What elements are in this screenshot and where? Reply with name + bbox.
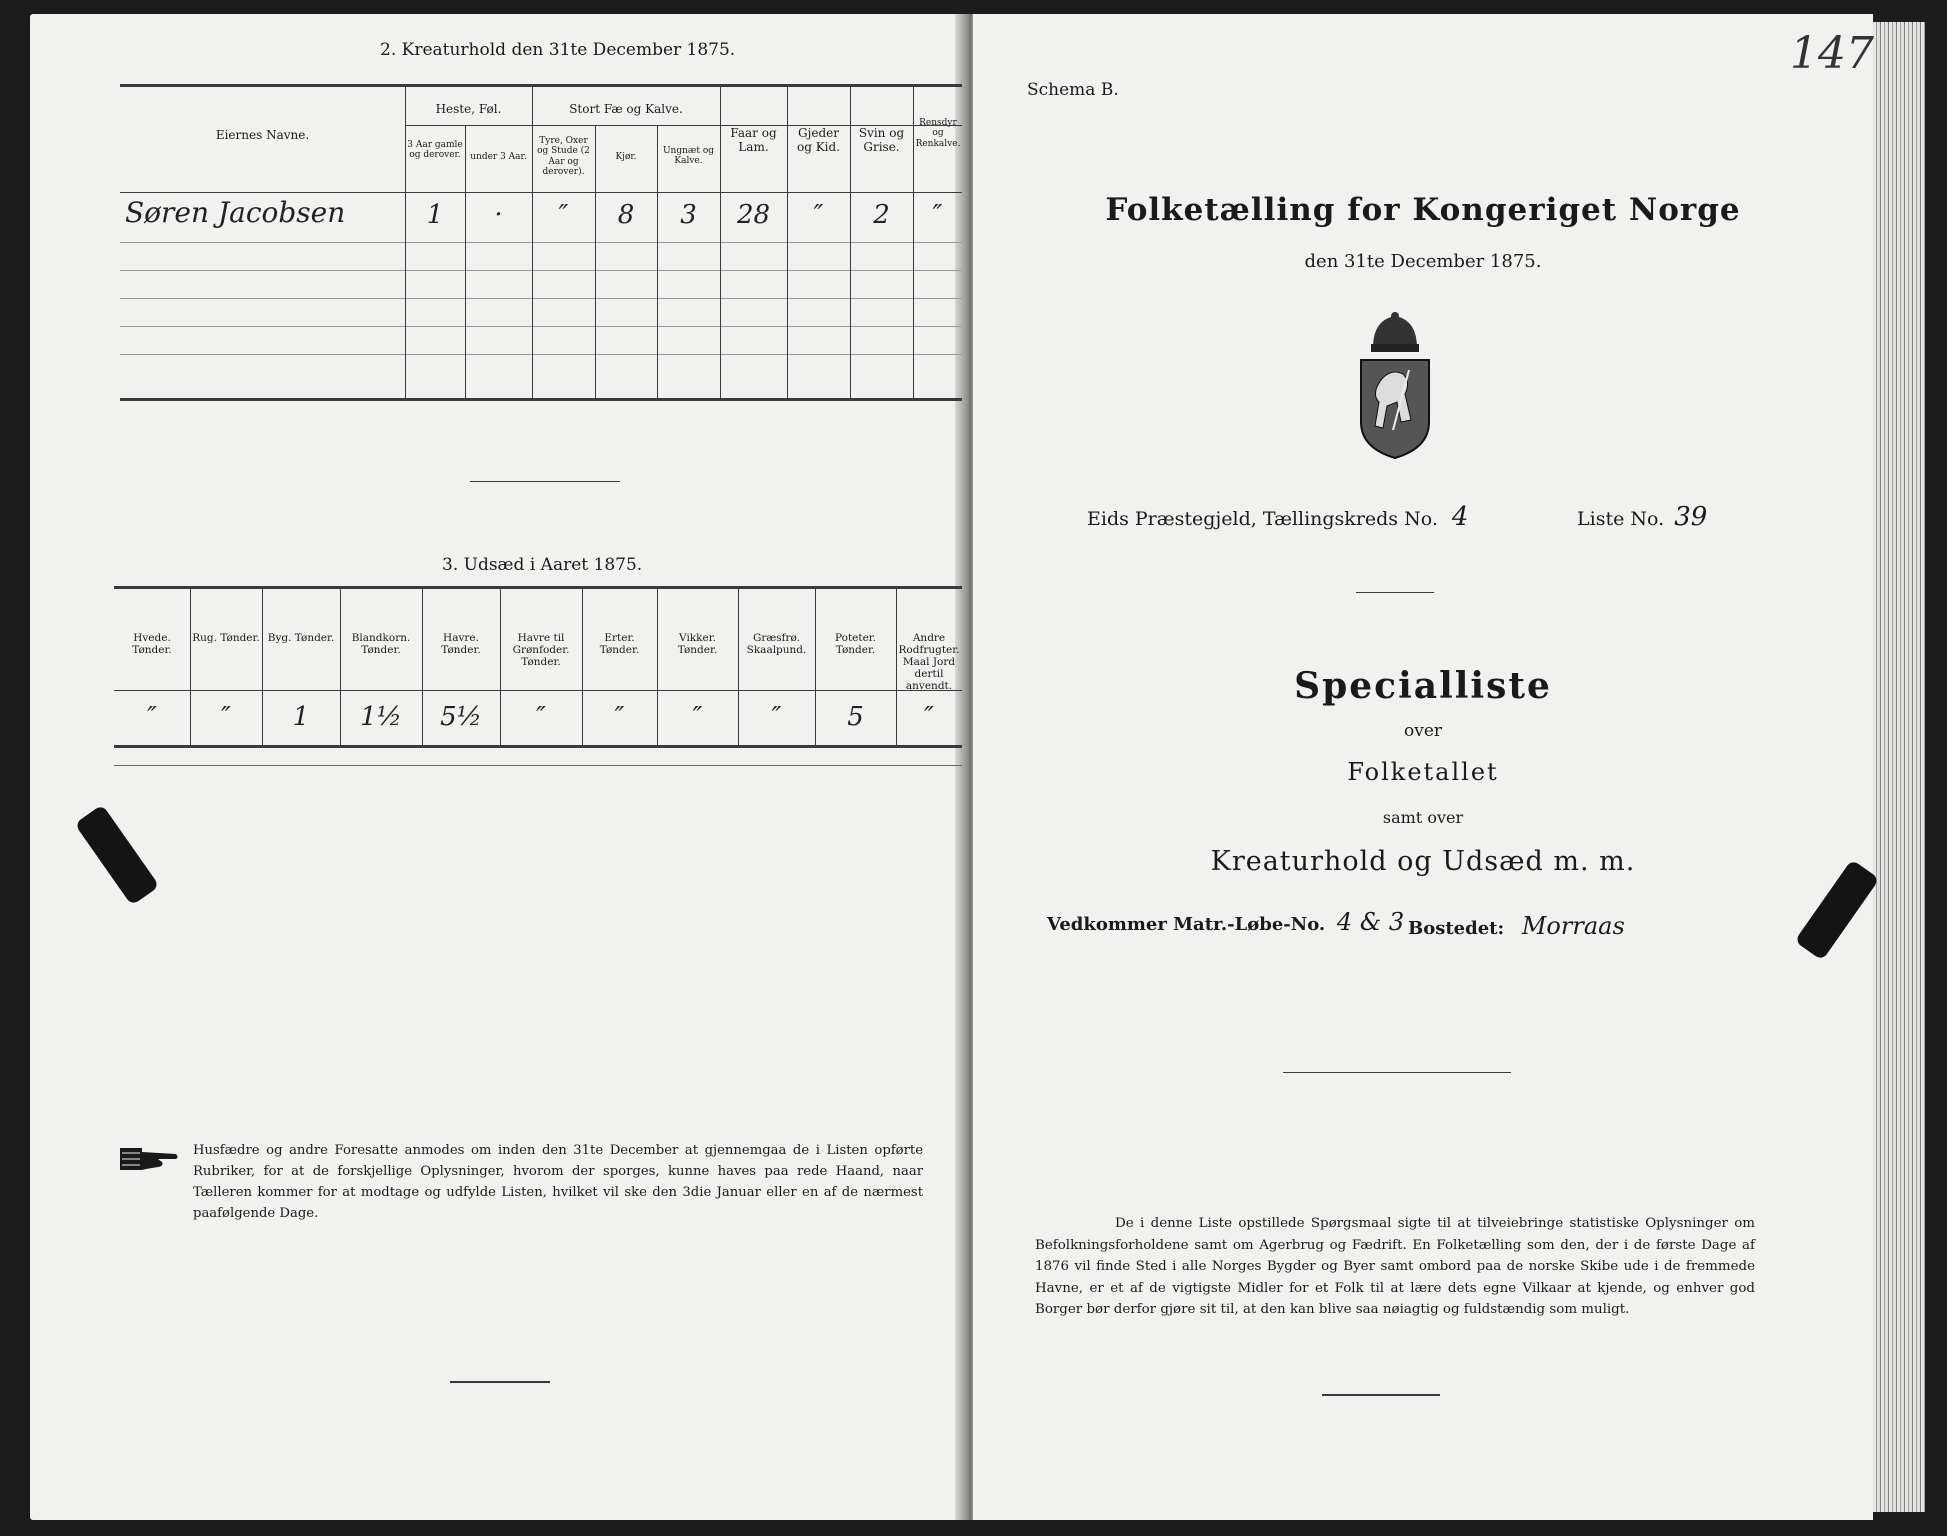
table3-header-cell: Græsfrø. Skaalpund.	[746, 632, 807, 657]
table3-header-cell: Havre. Tønder.	[441, 632, 481, 657]
col-reindeer: Rensdyr og Renkalve.	[915, 118, 961, 149]
page-number: 147	[1790, 28, 1874, 79]
matr-line	[1047, 908, 1404, 936]
cell-horse-b: ·	[494, 200, 503, 230]
district-prefix: Eids Præstegjeld, Tællingskreds No.	[1087, 508, 1438, 530]
main-title: Folketælling for Kongeriget Norge	[1105, 192, 1741, 228]
separator-line	[470, 481, 620, 482]
special-title: Specialliste	[1294, 665, 1552, 707]
col-horse-b: under 3 Aar.	[470, 152, 527, 162]
col-pig: Svin og Grise.	[858, 126, 905, 155]
pointing-hand-icon	[118, 1144, 180, 1174]
table2-col-rule	[465, 126, 466, 398]
table2-row-rule	[120, 354, 962, 355]
cell-reindeer: ″	[932, 200, 943, 230]
table2-col-rule	[850, 86, 851, 398]
table3-value-cell: 5½	[440, 702, 482, 732]
table3-value-cell: ″	[924, 702, 934, 732]
over-label: over	[1403, 721, 1443, 741]
table3-value-cell: ″	[536, 702, 546, 732]
table3-value-cell: 1½	[360, 702, 402, 732]
table3-header-cell: Poteter. Tønder.	[834, 632, 877, 657]
table3-top-rule	[114, 586, 962, 589]
table2-top-rule	[120, 84, 962, 87]
table3-value-cell: ″	[614, 702, 625, 732]
district-line	[1087, 502, 1468, 532]
col-owner: Eiernes Navne.	[215, 128, 310, 142]
matr-value: 4 & 3	[1336, 908, 1405, 936]
table3-header-cell: Hvede. Tønder.	[132, 632, 172, 657]
table3-header-cell: Havre til Grønfoder. Tønder.	[512, 632, 570, 669]
group-cattle: Stort Fæ og Kalve.	[569, 102, 683, 116]
col-sheep: Faar og Lam.	[730, 126, 777, 155]
bosted-label: Bostedet:	[1408, 918, 1505, 939]
liste-label: Liste No.	[1577, 508, 1665, 530]
table3-header-cell: Vikker. Tønder.	[677, 632, 718, 657]
table3-header-cell: Rug. Tønder.	[192, 632, 260, 644]
table2-row-rule	[120, 242, 962, 243]
col-horse-a: 3 Aar gamle og derover.	[407, 140, 463, 161]
table3-header-rule	[114, 690, 962, 691]
table3-value-cell: 1	[292, 702, 310, 732]
col-cattle-b: Kjør.	[615, 152, 637, 162]
footer-dash	[1322, 1394, 1440, 1396]
table2-row-rule	[120, 326, 962, 327]
kreaturhold-label: Kreaturhold og Udsæd m. m.	[1210, 846, 1636, 877]
cell-sheep: 28	[736, 200, 771, 230]
separator-line	[1356, 592, 1434, 593]
group-horse: Heste, Føl.	[435, 102, 502, 116]
col-goat: Gjeder og Kid.	[796, 126, 841, 155]
table2-header-rule	[120, 192, 962, 193]
page-edges	[1873, 22, 1925, 1512]
table2-col-rule	[787, 86, 788, 398]
matr-label: Vedkommer Matr.-Løbe-No.	[1047, 914, 1326, 935]
cell-horse-a: 1	[426, 200, 444, 230]
norway-coat-of-arms-icon	[1353, 310, 1437, 460]
bosted-line	[1408, 912, 1625, 940]
table2-row-rule	[120, 270, 962, 271]
liste-no: 39	[1674, 502, 1708, 532]
table3-header-cell: Erter. Tønder.	[599, 632, 640, 657]
section3-title: 3. Udsæd i Aaret 1875.	[442, 555, 643, 575]
cell-pig: 2	[873, 200, 890, 230]
main-date: den 31te December 1875.	[1304, 251, 1542, 272]
separator-line	[1283, 1072, 1511, 1073]
table2-col-rule	[595, 126, 596, 398]
table3-header-cell: Blandkorn. Tønder.	[351, 632, 411, 657]
table3-value-cell: ″	[692, 702, 703, 732]
col-cattle-a: Tyre, Oxer og Stude (2 Aar og derover).	[537, 136, 590, 178]
cell-cattle-a: ″	[558, 200, 569, 230]
cell-cattle-b: 8	[617, 200, 635, 230]
samt-over-label: samt over	[1382, 808, 1464, 827]
owner-name: Søren Jacobsen	[125, 196, 346, 229]
schema-label: Schema B.	[1027, 80, 1119, 100]
table3-header-cell: Byg. Tønder.	[267, 632, 335, 644]
table3-value-cell: ″	[147, 702, 157, 732]
col-cattle-c: Ungnæt og Kalve.	[662, 146, 715, 167]
bosted-value: Morraas	[1521, 912, 1625, 940]
table3-value-cell: 5	[847, 702, 864, 732]
folketallet-label: Folketallet	[1347, 758, 1499, 786]
table2-col-rule	[657, 126, 658, 398]
table3-header-cell: Andre Rodfrugter. Maal Jord dertil anvendt.	[898, 632, 960, 693]
table2-col-rule	[532, 86, 533, 398]
table3-extra-rule	[114, 765, 962, 766]
section2-title: 2. Kreaturhold den 31te December 1875.	[380, 40, 736, 60]
left-page	[30, 14, 965, 1520]
notice-text: Husfædre og andre Foresatte anmodes om inden den 31te December at gjennemgaa de i Listen opførte Rubriker, for at de forskjellige Oplysninger, hvorom der sporges, kunne haves paa rede Haand, naar Tælleren kommer for at modtage og udfylde Listen, hvilket vil ske den 3die Januar eller en af de nærmest paafølgende Dage.	[193, 1143, 923, 1221]
cell-cattle-c: 3	[680, 200, 697, 230]
footer-dash	[450, 1381, 550, 1383]
table2-col-rule	[720, 86, 721, 398]
table3-value-cell: ″	[221, 702, 231, 732]
liste-line	[1577, 502, 1707, 532]
table3-value-cell: ″	[771, 702, 782, 732]
table2-col-rule	[405, 86, 406, 398]
table2-row-rule	[120, 298, 962, 299]
cell-goat: ″	[813, 200, 824, 230]
kreds-no: 4	[1451, 502, 1469, 532]
table2-bottom-rule	[120, 398, 962, 401]
footer-text: De i denne Liste opstillede Spørgsmaal sigte til at tilveiebringe statistiske Oplysninger om Befolkningsforholdene samt om Agerbrug og Fædrift. En Folketælling som den, der i de første Dage af 1876 vil finde Sted i alle Norges Bygder og Byer samt ombord paa de norske Skibe ude i de fremmede Havne, er et af de vigtigste Midler for et Folk til at lære dets egne Vilkaar at kjende, og enhver god Borger bør derfor gjøre sit til, at den kan blive saa nøiagtig og fuldstændig som muligt.	[1035, 1216, 1755, 1317]
table3-bottom-rule	[114, 745, 962, 748]
